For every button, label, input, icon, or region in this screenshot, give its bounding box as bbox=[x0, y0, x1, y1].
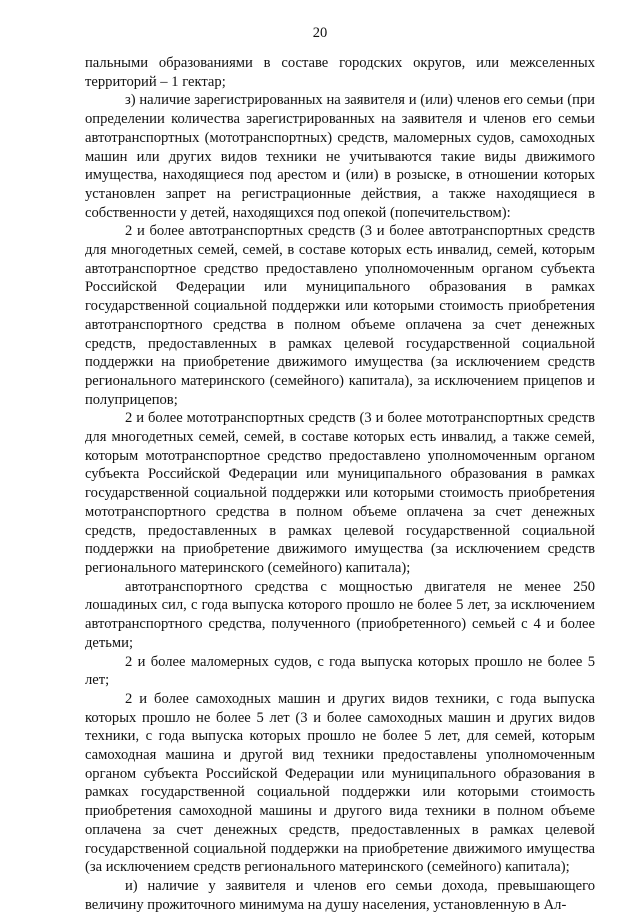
paragraph-auto-vehicles: 2 и более автотранспортных средств (3 и более автотранспортных средств для многодетных семей, семей, в составе которых есть инвалид, семей, которым автотранспортное средство предоставлено уполномоченным органом субъекта Российской Федерации или муниципального образования в рамках государственной социальной поддержки или которыми стоимость приобретения автотранспортного средства в полном объеме оплачена за счет денежных средств, предоставленных в рамках целевой государственной социальной поддержки на приобретение движимого имущества (за исключением средств регионального материнского (семейного) капитала), за исключением прицепов и полуприцепов; bbox=[85, 223, 595, 408]
paragraph-continuation: пальными образованиями в составе городских округов, или межселенных территорий – 1 гектар; bbox=[85, 55, 595, 90]
paragraph-moto-vehicles: 2 и более мототранспортных средств (3 и более мототранспортных средств для многодетных семей, семей, в составе которых есть инвалид, а также семей, которым мототранспортное средство предоставлено уполномоченным органом субъекта Российской Федерации или муниципального образования в рамках государственной социальной поддержки или которыми стоимость приобретения мототранспортного средства в полном объеме оплачена за счет денежных средств, предоставленных в рамках целевой государственной социальной поддержки на приобретение движимого имущества (за исключением средств регионального материнского (семейного) капитала); bbox=[85, 410, 595, 576]
paragraph-item-z: з) наличие зарегистрированных на заявителя и (или) членов его семьи (при определении количества зарегистрированных на заявителя и членов его семьи автотранспортных (мототранспортных) средств, маломерных судов, самоходных машин или других видов техники не учитываются такие виды движимого имущества, находящиеся под арестом и (или) в розыске, в отношении которых установлен запрет на регистрационные действия, а также находящиеся в собственности у детей, находящихся под опекой (попечительством): bbox=[85, 92, 595, 221]
paragraph-item-i: и) наличие у заявителя и членов его семьи дохода, превышающего величину прожиточного минимума на душу населения, установленную в Ал- bbox=[85, 877, 595, 913]
document-body bbox=[85, 54, 595, 914]
page-number: 20 bbox=[312, 25, 328, 41]
paragraph-self-propelled-machines: 2 и более самоходных машин и других видов техники, с года выпуска которых прошло не более 5 лет (3 и более самоходных машин и других видов техники, с года выпуска которых прошло не более 5 лет, для семей, которым самоходная машина и другой вид техники предоставлены уполномоченным органом субъекта Российской Федерации или муниципального образования в рамках государственной социальной поддержки или которыми стоимость приобретения самоходной машины и другого вида техники в полном объеме оплачена за счет денежных средств, предоставленных в рамках целевой государственной социальной поддержки на приобретение движимого имущества (за исключением средств регионального материнского (семейного) капитала); bbox=[85, 690, 595, 876]
paragraph-engine-power: автотранспортного средства с мощностью двигателя не менее 250 лошадиных сил, с года выпуска которого прошло не более 5 лет, за исключением автотранспортного средства, полученного (приобретенного) семьей с 4 и более детьми; bbox=[85, 578, 595, 651]
paragraph-small-vessels: 2 и более маломерных судов, с года выпуска которых прошло не более 5 лет; bbox=[85, 653, 595, 689]
